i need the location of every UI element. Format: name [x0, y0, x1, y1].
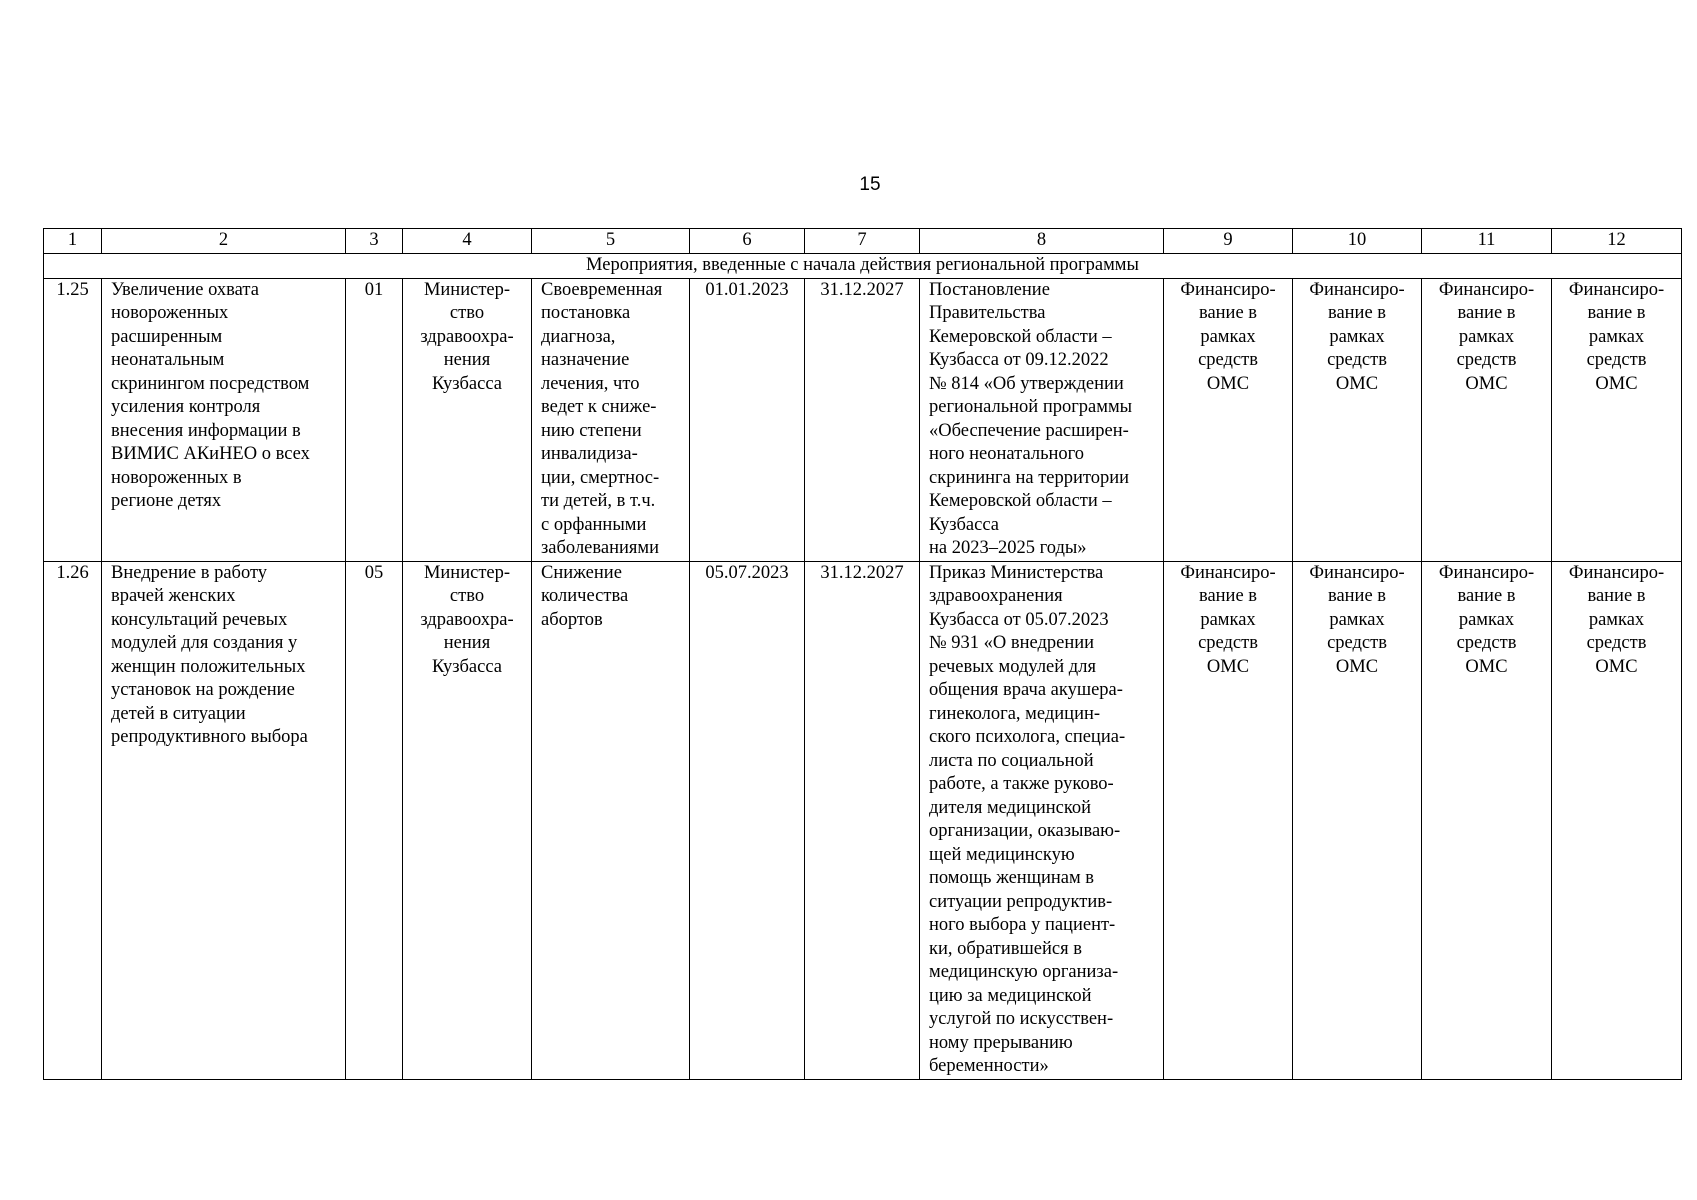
column-number: 8: [920, 229, 1164, 254]
section-row: [44, 253, 1682, 278]
financing: Финансиро- вание в рамках средств ОМС: [1552, 278, 1682, 561]
legal-basis: Приказ Министерства здравоохранения Кузбасса от 05.07.2023 № 931 «О внедрении речевых модулей для общения врача акушера- гинеколога, медицин- ского психолога, специа- листа по социальной работе, а также руково- дителя медицинской организации, оказываю- щей медицинскую помощь женщинам в ситуации репродуктив- ного выбора у пациент- ки, обратившейся в медицинскую организа- цию за медицинской услугой по искусствен- ному прерыванию беременности»: [920, 561, 1164, 1079]
column-number: 10: [1293, 229, 1422, 254]
start-date: 01.01.2023: [690, 278, 805, 561]
financing: Финансиро- вание в рамках средств ОМС: [1552, 561, 1682, 1079]
end-date: 31.12.2027: [805, 561, 920, 1079]
column-number: 3: [346, 229, 403, 254]
end-date: 31.12.2027: [805, 278, 920, 561]
column-number: 2: [102, 229, 346, 254]
column-number: 11: [1422, 229, 1552, 254]
column-number: 1: [44, 229, 102, 254]
column-number: 5: [532, 229, 690, 254]
column-number: 7: [805, 229, 920, 254]
financing: Финансиро- вание в рамках средств ОМС: [1422, 561, 1552, 1079]
measure-name: Внедрение в работу врачей женских консультаций речевых модулей для создания у женщин положительных установок на рождение детей в ситуации репродуктивного выбора: [102, 561, 346, 1079]
section-title: Мероприятия, введенные с начала действия региональной программы: [44, 253, 1682, 278]
table-row: [44, 561, 1682, 1079]
financing: Финансиро- вание в рамках средств ОМС: [1293, 561, 1422, 1079]
page-number: 15: [859, 174, 881, 195]
financing: Финансиро- вание в рамках средств ОМС: [1164, 561, 1293, 1079]
row-number: 1.25: [44, 278, 102, 561]
start-date: 05.07.2023: [690, 561, 805, 1079]
executor: Министер- ство здравоохра- нения Кузбасса: [403, 278, 532, 561]
measure-name: Увеличение охвата новороженных расширенным неонатальным скринингом посредством усиления контроля внесения информации в ВИМИС АКиНЕО о всех новороженных в регионе детях: [102, 278, 346, 561]
expected-result: Снижение количества абортов: [532, 561, 690, 1079]
financing: Финансиро- вание в рамках средств ОМС: [1422, 278, 1552, 561]
table-row: [44, 278, 1682, 561]
financing: Финансиро- вание в рамках средств ОМС: [1164, 278, 1293, 561]
column-number: 6: [690, 229, 805, 254]
financing: Финансиро- вание в рамках средств ОМС: [1293, 278, 1422, 561]
legal-basis: Постановление Правительства Кемеровской области – Кузбасса от 09.12.2022 № 814 «Об утверждении региональной программы «Обеспечение расширен- ного неонатального скрининга на территории Кемеровской области – Кузбасса на 2023–2025 годы»: [920, 278, 1164, 561]
column-number: 4: [403, 229, 532, 254]
expected-result: Своевременная постановка диагноза, назначение лечения, что ведет к сниже- нию степени инвалидиза- ции, смертнос- ти детей, в т.ч. с орфанными заболеваниями: [532, 278, 690, 561]
executor: Министер- ство здравоохра- нения Кузбасса: [403, 561, 532, 1079]
measure-code: 05: [346, 561, 403, 1079]
row-number: 1.26: [44, 561, 102, 1079]
measures-table: [43, 228, 1682, 1080]
column-number-row: [44, 229, 1682, 254]
measure-code: 01: [346, 278, 403, 561]
column-number: 12: [1552, 229, 1682, 254]
column-number: 9: [1164, 229, 1293, 254]
